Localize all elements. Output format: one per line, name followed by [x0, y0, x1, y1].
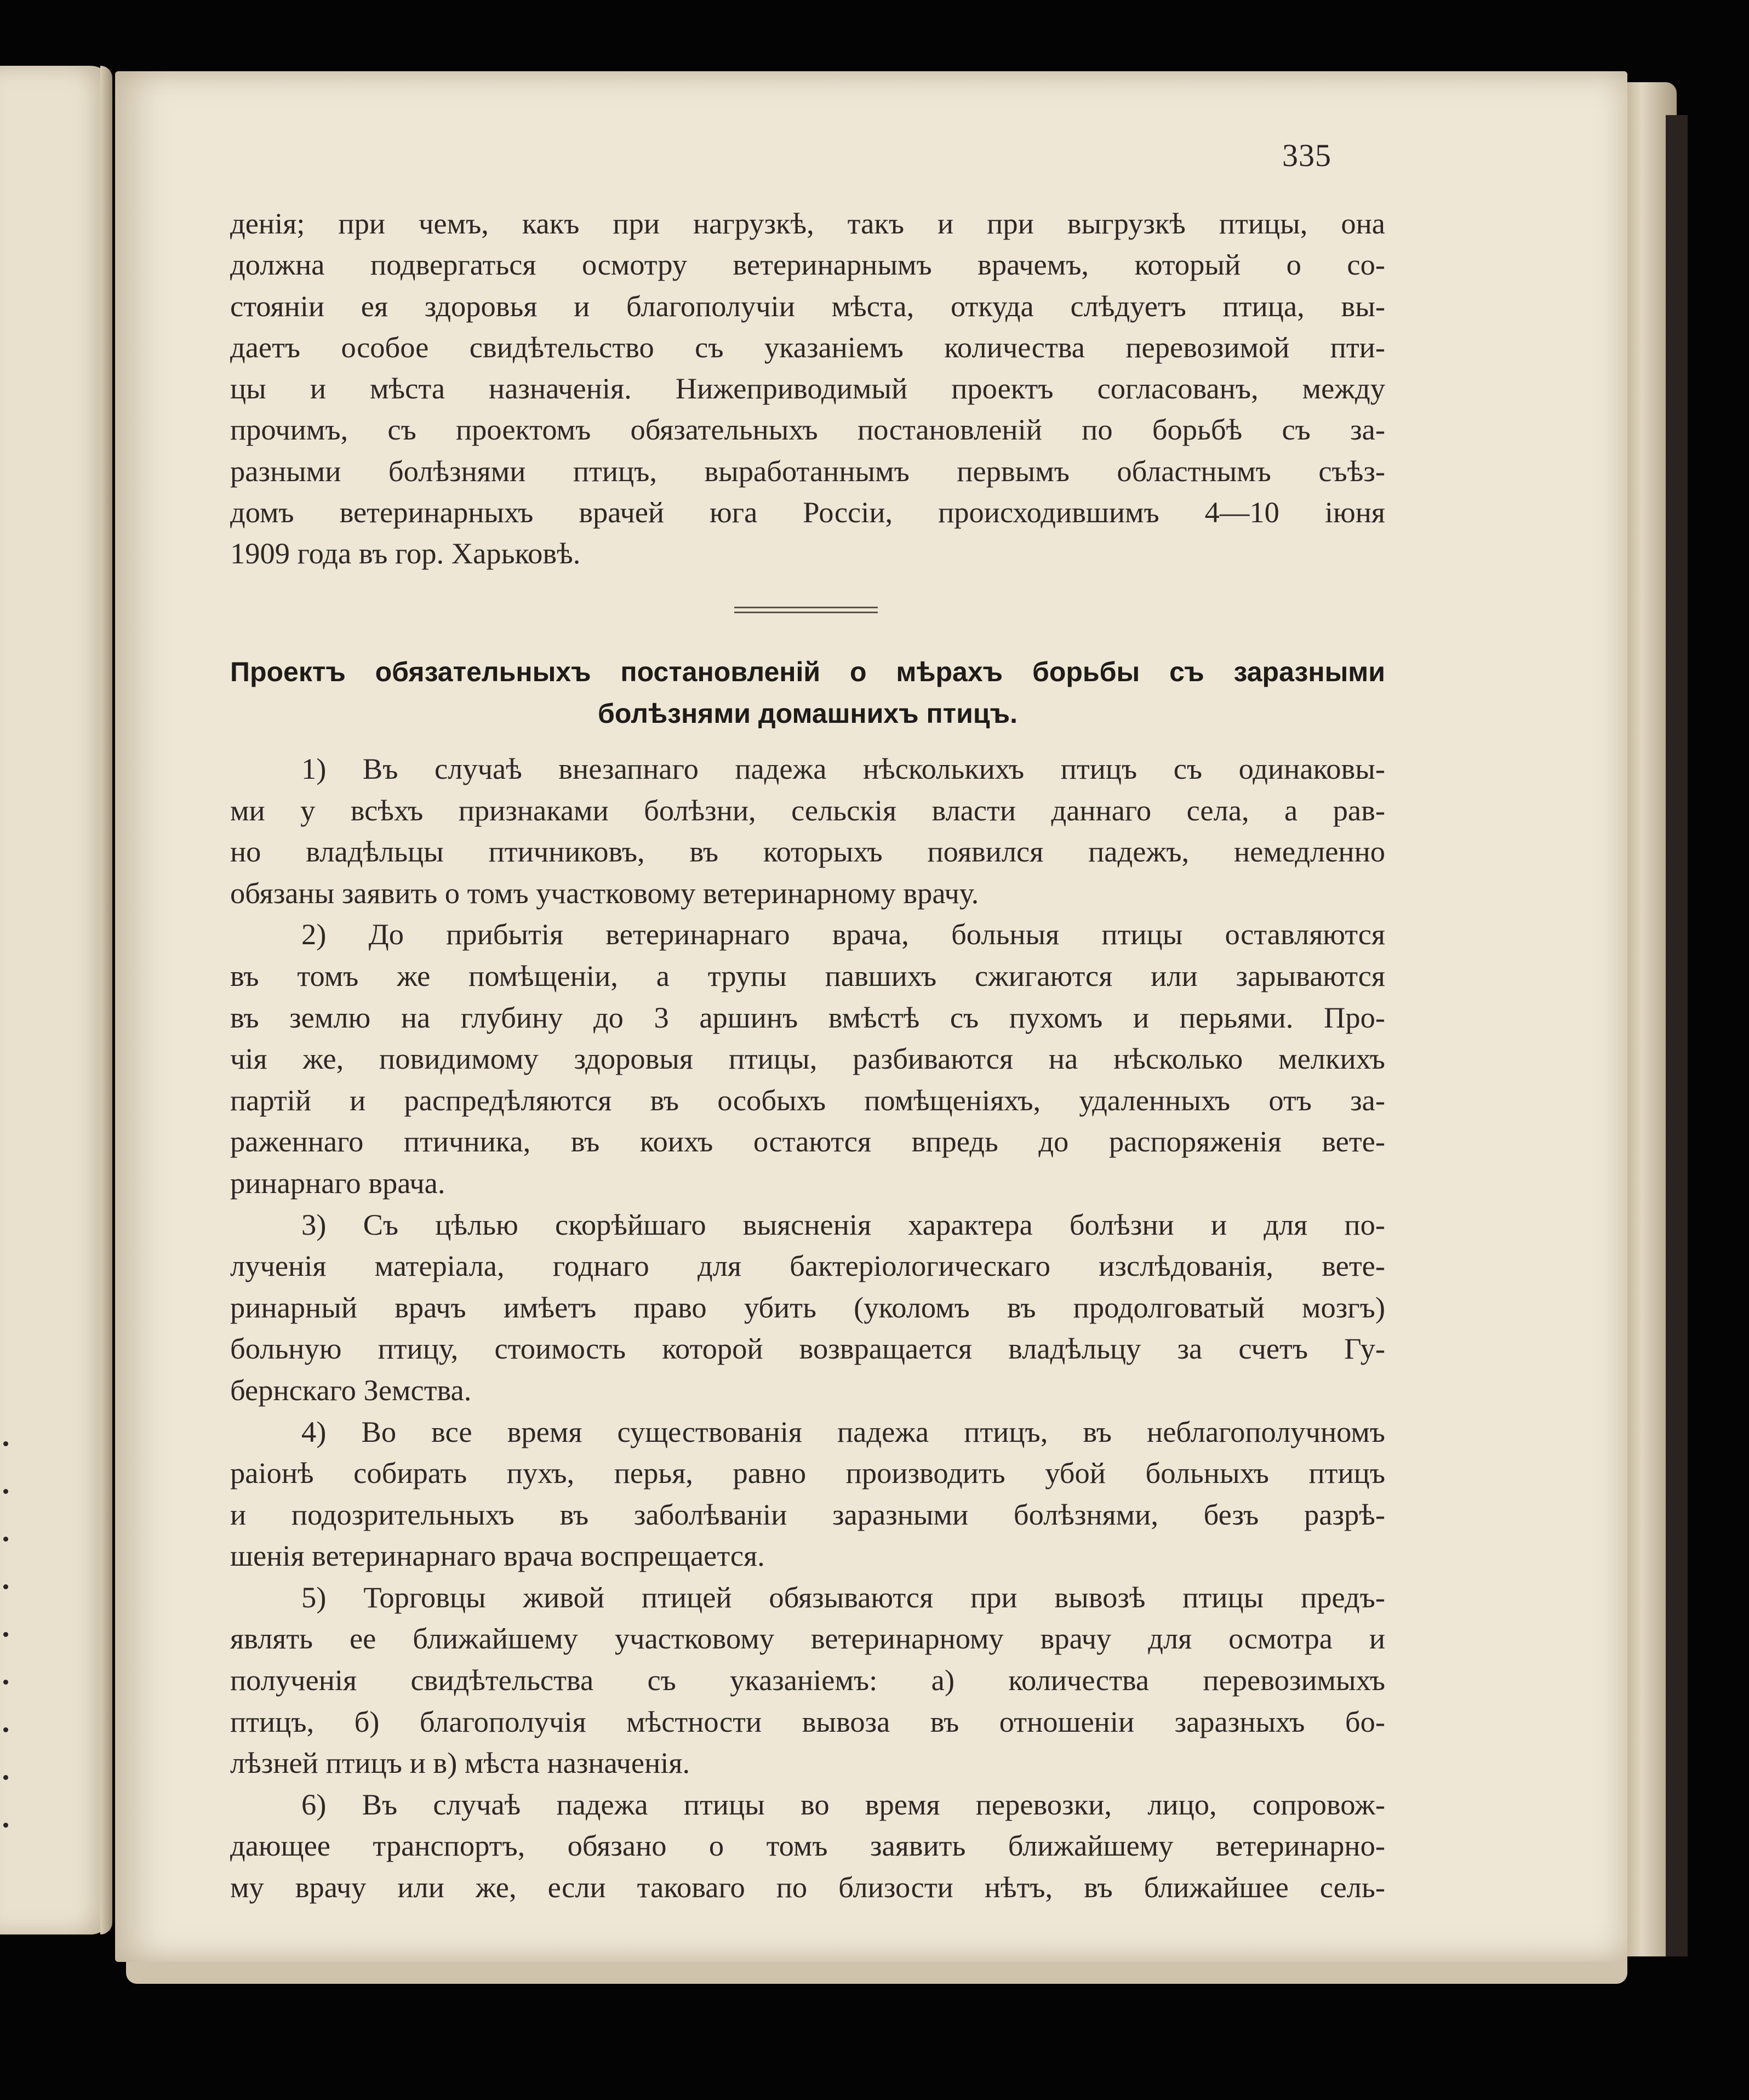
- text-line: денія; при чемъ, какъ при нагрузкѣ, такъ и при выгрузкѣ птицы, она: [230, 207, 1385, 240]
- text-line: чія же, повидимому здоровыя птицы, разбиваются на нѣсколько мелкихъ: [230, 1042, 1385, 1076]
- text-line: му врачу или же, если таковаго по близости нѣтъ, въ ближайшее сель-: [230, 1870, 1385, 1904]
- text-line: ринарнаго врача.: [230, 1166, 445, 1200]
- left-page-gutter: [100, 66, 112, 1934]
- text-line: стояніи ея здоровья и благополучіи мѣста, откуда слѣдуетъ птица, вы-: [230, 289, 1385, 323]
- text-line: домъ ветеринарныхъ врачей юга Россіи, происходившимъ 4—10 іюня: [230, 495, 1385, 529]
- text-line: лученія матеріала, годнаго для бактеріологическаго изслѣдованія, вете-: [230, 1249, 1385, 1283]
- text-line: должна подвергаться осмотру ветеринарнымъ врачемъ, который о со-: [230, 248, 1385, 282]
- left-page-edge: [0, 66, 112, 1934]
- text-line: ми у всѣхъ признаками болѣзни, сельскія власти даннаго села, а рав-: [230, 793, 1385, 827]
- text-line: лѣзней птицъ и в) мѣста назначенія.: [230, 1746, 690, 1780]
- text-line: бернскаго Земства.: [230, 1373, 472, 1407]
- text-line: раженнаго птичника, въ коихъ остаются впредь до распоряженія вете-: [230, 1125, 1385, 1159]
- text-line: птицъ, б) благополучія мѣстности вывоза въ отношеніи заразныхъ бо-: [230, 1704, 1385, 1738]
- text-line: партій и распредѣляются въ особыхъ помѣщеніяхъ, удаленныхъ отъ за-: [230, 1083, 1385, 1117]
- text-line: полученія свидѣтельства съ указаніемъ: а) количества перевозимыхъ: [230, 1663, 1385, 1697]
- text-line: даетъ особое свидѣтельство съ указаніемъ количества перевозимой пти-: [230, 330, 1385, 364]
- text-line: раіонѣ собирать пухъ, перья, равно производить убой больныхъ птицъ: [230, 1456, 1385, 1490]
- text-line: разными болѣзнями птицъ, выработаннымъ первымъ областнымъ съѣз-: [230, 454, 1385, 488]
- heading-line: болѣзнями домашнихъ птицъ.: [598, 698, 1018, 729]
- left-page-marks: [3, 1441, 11, 1870]
- text-line: 3) Съ цѣлью скорѣйшаго выясненія характера болѣзни и для по-: [301, 1207, 1385, 1241]
- text-line: ринарный врачъ имѣетъ право убить (уколомъ въ продолговатый мозгъ): [230, 1290, 1385, 1324]
- text-line: дающее транспортъ, обязано о томъ заявить ближайшему ветеринарно-: [230, 1829, 1385, 1863]
- text-line: прочимъ, съ проектомъ обязательныхъ постановленій по борьбѣ съ за-: [230, 413, 1385, 447]
- intro-paragraph: [230, 203, 1385, 574]
- regulations-body: [230, 748, 1385, 1908]
- text-line: въ томъ же помѣщеніи, а трупы павшихъ сжигаются или зарываются: [230, 958, 1385, 992]
- text-line: цы и мѣста назначенія. Нижеприводимый проектъ согласованъ, между: [230, 372, 1385, 406]
- text-line: 1909 года въ гор. Харьковѣ.: [230, 537, 581, 570]
- text-line: 6) Въ случаѣ падежа птицы во время перевозки, лицо, сопровож-: [301, 1787, 1385, 1821]
- page-number: 335: [1282, 138, 1331, 173]
- text-line: шенія ветеринарнаго врача воспрещается.: [230, 1539, 765, 1573]
- section-heading: [230, 651, 1385, 734]
- section-divider: [734, 607, 878, 614]
- heading-line: Проектъ обязательныхъ постановленій о мѣрахъ борьбы съ заразными: [230, 657, 1385, 687]
- text-line: 2) До прибытія ветеринарнаго врача, больныя птицы оставляются: [301, 917, 1385, 951]
- text-line: въ землю на глубину до 3 аршинъ вмѣстѣ съ пухомъ и перьями. Про-: [230, 1000, 1385, 1034]
- text-line: больную птицу, стоимость которой возвращается владѣльцу за счетъ Гу-: [230, 1332, 1385, 1366]
- text-line: являть ее ближайшему участковому ветеринарному врачу для осмотра и: [230, 1622, 1385, 1656]
- text-line: но владѣльцы птичниковъ, въ которыхъ появился падежъ, немедленно: [230, 835, 1385, 869]
- book-binding: [1666, 115, 1688, 1956]
- text-line: 5) Торговцы живой птицей обязываются при вывозѣ птицы предъ-: [301, 1580, 1385, 1614]
- text-line: 1) Въ случаѣ внезапнаго падежа нѣсколькихъ птицъ съ одинаковы-: [301, 752, 1385, 785]
- text-line: и подозрительныхъ въ заболѣваніи заразными болѣзнями, безъ разрѣ-: [230, 1497, 1385, 1531]
- text-line: обязаны заявить о томъ участковому ветеринарному врачу.: [230, 876, 979, 910]
- text-line: 4) Во все время существованія падежа птицъ, въ неблагополучномъ: [301, 1414, 1385, 1448]
